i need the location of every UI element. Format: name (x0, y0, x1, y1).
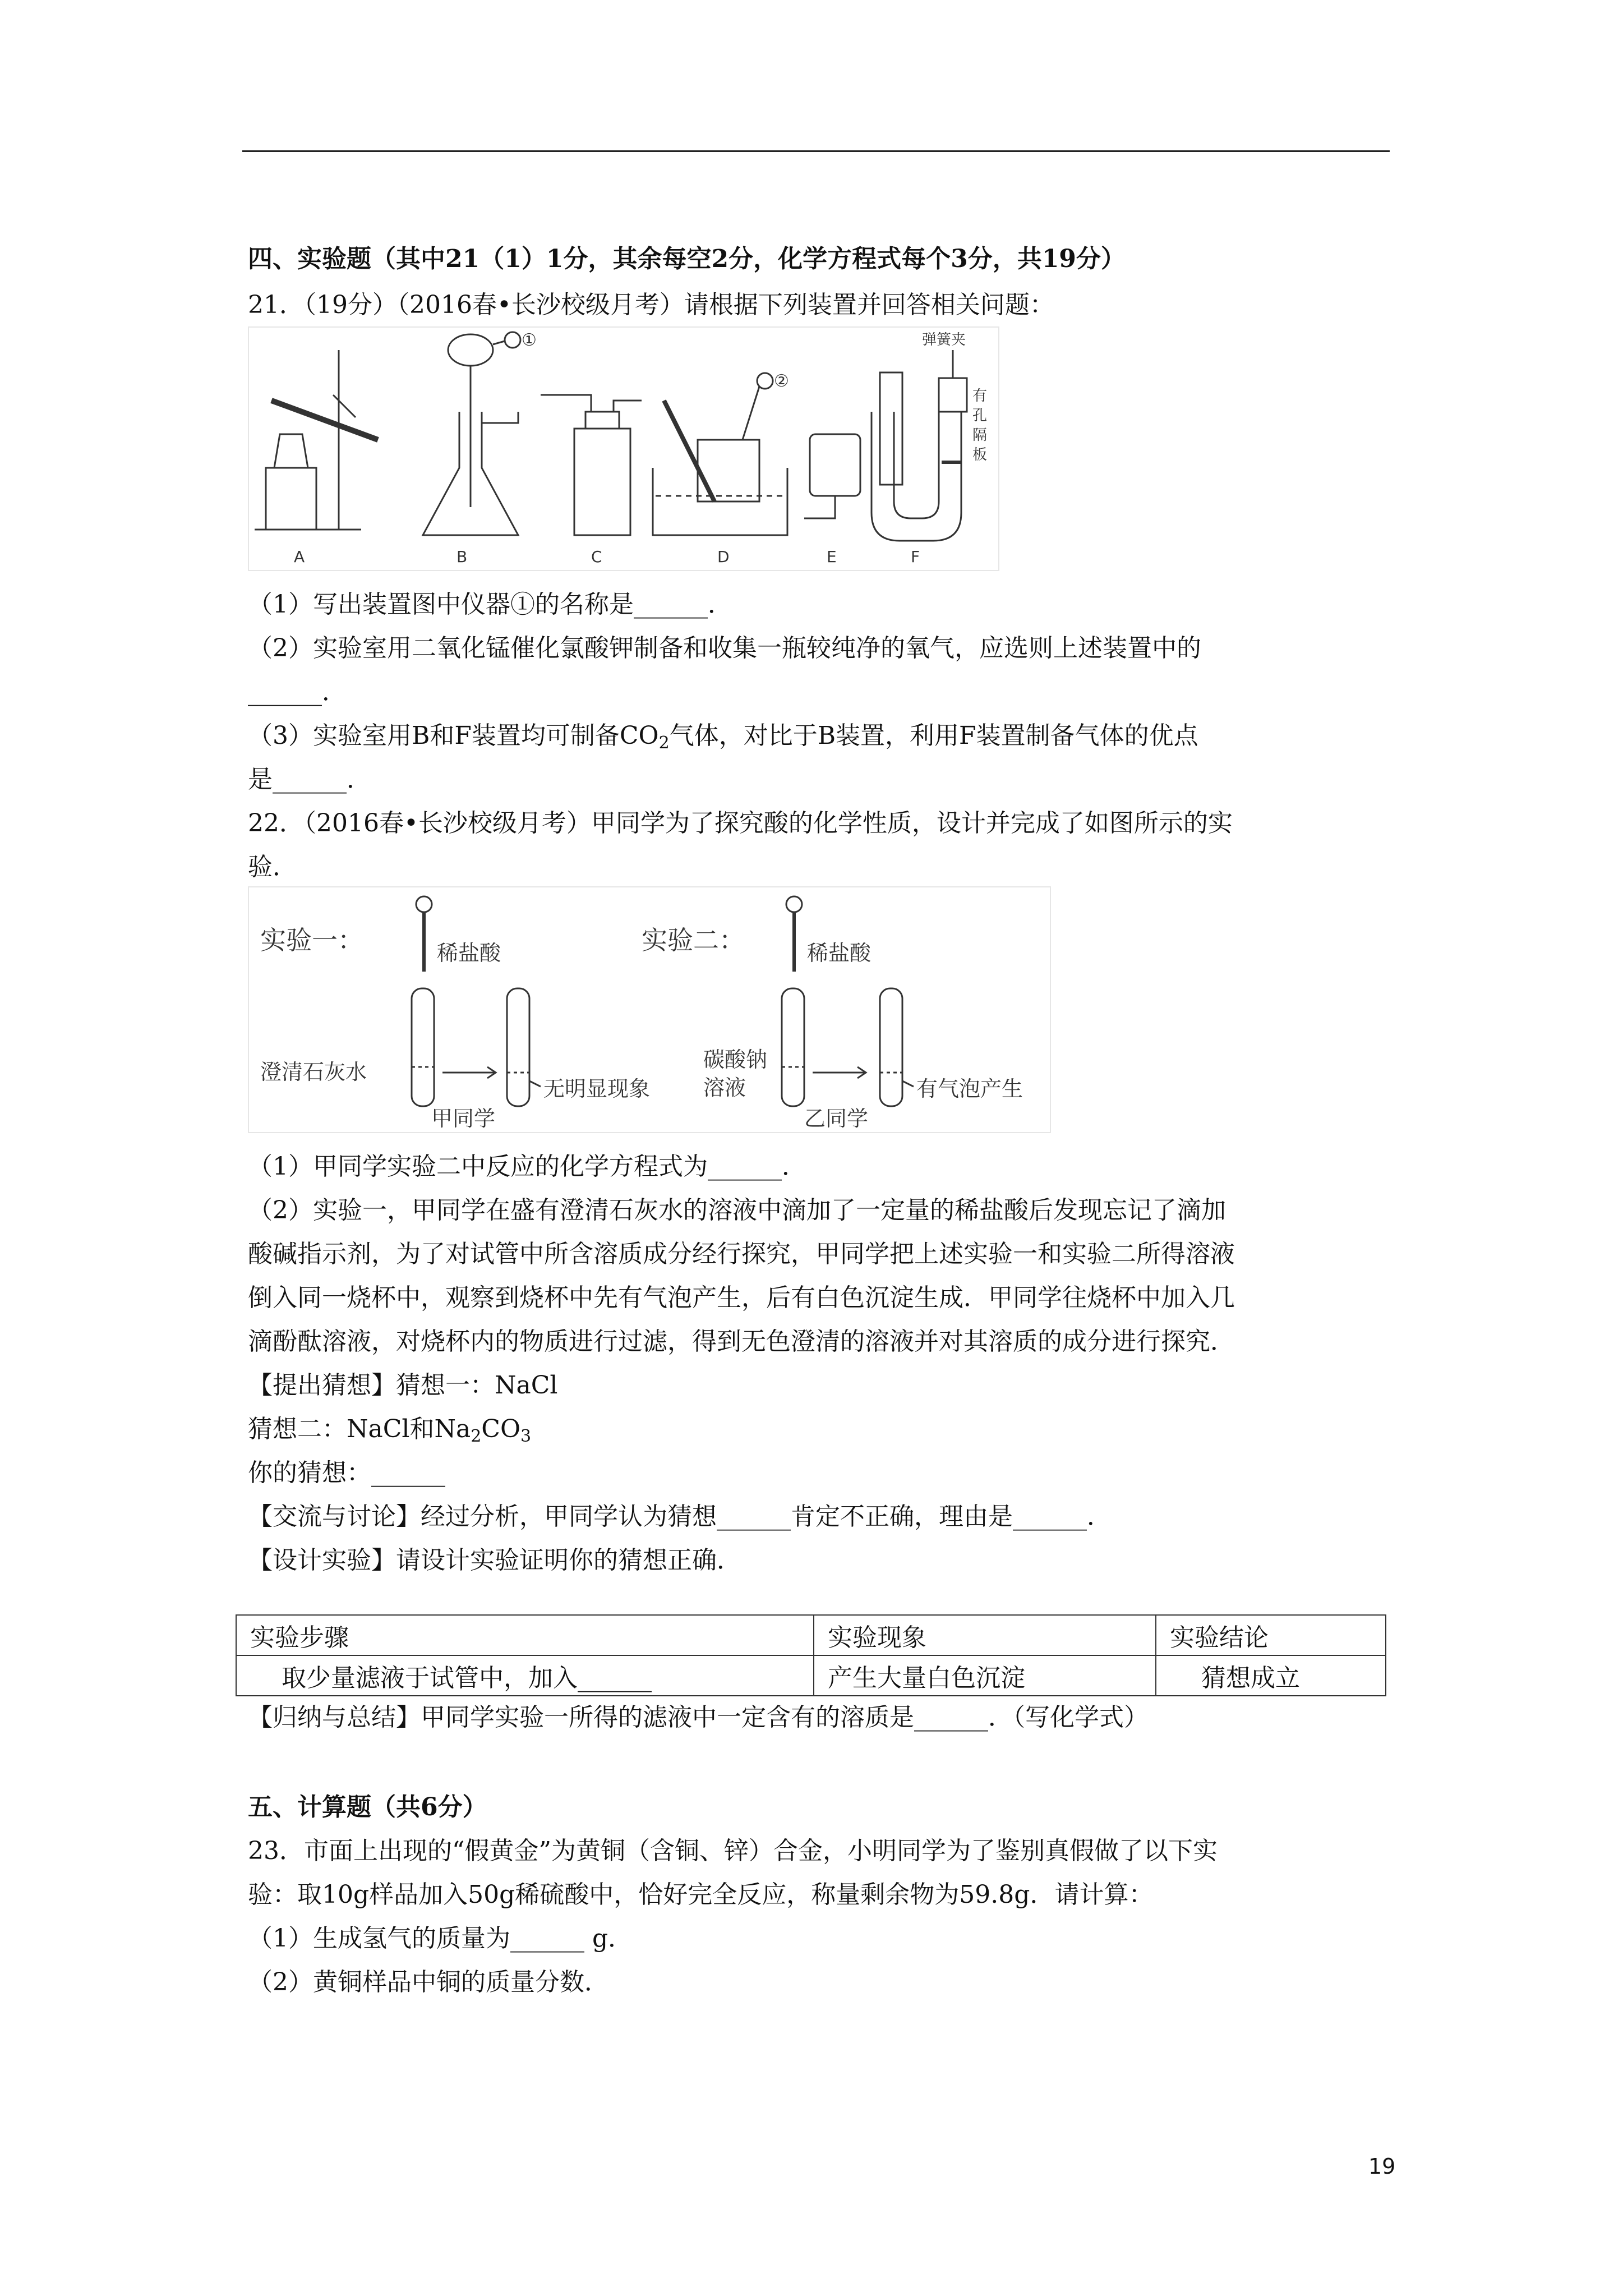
q21-sub3a (248, 718, 1198, 761)
table-header-cell: 实验结论 (1156, 1615, 1386, 1655)
plate-label-2: 孔 (972, 407, 988, 424)
wood-block (266, 468, 316, 530)
label-d: D (717, 547, 730, 566)
q23-stem-a: 23．市面上出现的“假黄金”为黄铜（含铜、锌）合金，小明同学为了鉴别真假做了以下实 (248, 1837, 1218, 1865)
header-rule (242, 150, 1390, 152)
stopper-f (939, 378, 967, 412)
q21-sub3a-sub: 2 (658, 733, 670, 753)
u-tube (872, 412, 961, 541)
separatory-funnel (448, 334, 493, 366)
q22-sub1: （1）甲同学实验二中反应的化学方程式为______． (248, 1152, 806, 1181)
q22-stem-b: 验． (248, 853, 297, 881)
table-cell: 取少量滤液于试管中，加入______ (236, 1655, 814, 1696)
dropper-bulb-2 (786, 896, 802, 912)
q22-guess2 (248, 1411, 531, 1455)
label-b: B (457, 547, 468, 566)
experiment-drawing (249, 887, 1050, 1132)
clamp (333, 395, 356, 417)
q21-sub3b: 是______． (248, 765, 371, 794)
q22-guess3: 你的猜想：______ (248, 1458, 445, 1487)
bottle-e (810, 434, 860, 496)
figure-marker-2: ② (774, 371, 789, 391)
q23-sub1: （1）生成氢气的质量为______ g． (248, 1924, 633, 1953)
tube-d (664, 401, 714, 501)
tube-c2 (614, 401, 642, 412)
q22-discussion: 【交流与讨论】经过分析，甲同学认为猜想______肯定不正确，理由是______． (248, 1502, 1112, 1531)
exp1-label: 实验一： (260, 925, 363, 955)
label-a: A (294, 547, 305, 566)
label-e: E (827, 547, 837, 566)
q22-sub2-line2: 酸碱指示剂，为了对试管中所含溶质成分经行探究，甲同学把上述实验一和实验二所得溶液 (248, 1240, 1235, 1268)
q21-sub2a: （2）实验室用二氧化锰催化氯酸钾制备和收集一瓶较纯净的氧气，应选则上述装置中的 (248, 634, 1201, 662)
student1-label: 甲同学 (431, 1106, 496, 1131)
q22-summary: 【归纳与总结】甲同学实验一所得的滤液中一定含有的溶质是______．（写化学式） (248, 1703, 1149, 1732)
q22-guess2-sub2: 3 (520, 1427, 532, 1446)
q22-guess2-before: 猜想二：NaCl和Na (248, 1415, 471, 1443)
dropper-bulb-1 (416, 896, 432, 912)
tube-2b (880, 988, 902, 1106)
label-c: C (591, 547, 602, 566)
table-header-row (236, 1615, 1386, 1655)
spring-clip-label: 弹簧夹 (922, 332, 966, 348)
section5-title: 五、计算题（共6分） (248, 1793, 487, 1821)
tube-e (804, 496, 835, 518)
q22-stem-a: 22．（2016春•长沙校级月考）甲同学为了探究酸的化学性质，设计并完成了如图所示的实 (248, 809, 1233, 838)
q22-design: 【设计实验】请设计实验证明你的猜想正确． (248, 1546, 741, 1575)
tube-1b (507, 988, 529, 1106)
q22-guess2-mid: CO (481, 1415, 521, 1443)
lime-water-label: 澄清石灰水 (260, 1060, 367, 1084)
label-f: F (911, 547, 920, 566)
q21-sub3a-after: 气体，对比于B装置，利用F装置制备气体的优点 (669, 721, 1198, 750)
q21-sub2b: ______． (248, 678, 347, 706)
q21-sub1: （1）写出装置图中仪器①的名称是______． (248, 590, 732, 619)
u-tube-inner (894, 412, 939, 518)
delivery-tube-b (482, 412, 518, 423)
exp2-label: 实验二： (642, 925, 745, 955)
gas-bottle-c (574, 429, 630, 535)
collecting-bottle-d (698, 440, 759, 501)
student2-label: 乙同学 (804, 1106, 869, 1131)
experiment-figure (248, 886, 1051, 1133)
tube-1a (412, 988, 434, 1106)
q22-sub2-line4: 滴酚酞溶液，对烧杯内的物质进行过滤，得到无色澄清的溶液并对其溶质的成分进行探究． (248, 1327, 1235, 1356)
table-row (236, 1655, 1386, 1696)
apparatus-drawing (249, 328, 998, 570)
experiment-table (236, 1614, 1386, 1696)
plate-label-3: 隔 (972, 427, 988, 444)
q22-guess1: 【提出猜想】猜想一：NaCl (248, 1371, 558, 1400)
table-cell: 猜想成立 (1156, 1655, 1386, 1696)
q21-sub3a-before: （3）实验室用B和F装置均可制备CO (248, 721, 659, 750)
acid-label-1: 稀盐酸 (437, 941, 501, 965)
plate-label-4: 板 (972, 447, 988, 463)
q23-sub2: （2）黄铜样品中铜的质量分数． (248, 1968, 609, 1996)
plate-label-1: 有 (972, 388, 988, 404)
table-cell: 产生大量白色沉淀 (814, 1655, 1156, 1696)
na2co3-label-a: 碳酸钠 (703, 1047, 768, 1072)
acid-label-2: 稀盐酸 (807, 941, 872, 965)
marker-circle-2 (757, 373, 773, 389)
long-neck-funnel (880, 372, 902, 485)
q23-stem-b: 验：取10g样品加入50g稀硫酸中，恰好完全反应，称量剩余物为59.8g．请计算： (248, 1880, 1154, 1909)
q22-sub2-line1: （2）实验一，甲同学在盛有澄清石灰水的溶液中滴加了一定量的稀盐酸后发现忘记了滴加 (248, 1196, 1226, 1225)
figure-marker-1: ① (522, 330, 537, 350)
table-header-cell: 实验现象 (814, 1615, 1156, 1655)
tube-c1 (541, 395, 591, 412)
section4-title: 四、实验题（其中21（1）1分，其余每空2分，化学方程式每个3分，共19分） (248, 245, 1126, 273)
alcohol-lamp (274, 434, 308, 468)
no-change-label: 无明显现象 (543, 1076, 651, 1101)
na2co3-label-b: 溶液 (703, 1075, 746, 1100)
q22-sub2-line3: 倒入同一烧杯中，观察到烧杯中先有气泡产生，后有白色沉淀生成．甲同学往烧杯中加入几 (248, 1283, 1235, 1312)
tube-2a (782, 988, 804, 1106)
page-number: 19 (1368, 2154, 1396, 2179)
apparatus-figure (248, 326, 999, 571)
marker-circle-1 (505, 332, 520, 348)
table-header-cell: 实验步骤 (236, 1615, 814, 1655)
bubbles-label: 有气泡产生 (916, 1076, 1023, 1101)
q21-stem: 21．（19分）（2016春•长沙校级月考）请根据下列装置并回答相关问题： (248, 291, 1054, 319)
q22-guess2-sub1: 2 (471, 1427, 482, 1446)
stopper-c (585, 412, 619, 429)
